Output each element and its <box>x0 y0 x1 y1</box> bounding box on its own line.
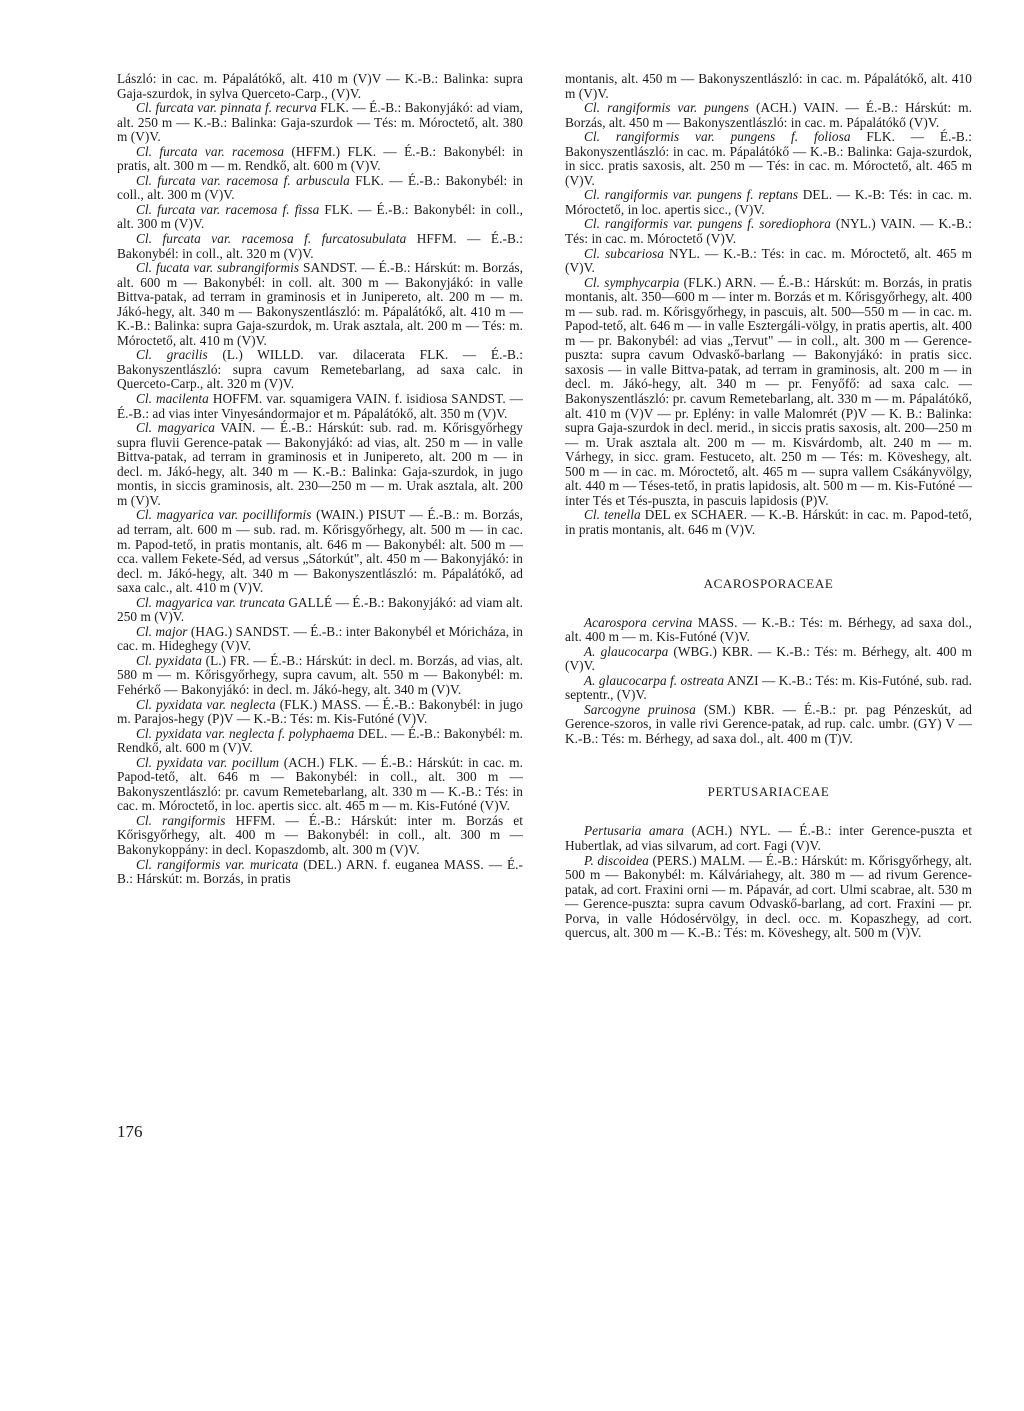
entry-text: Cl. furcata var. pinnata f. recurva FLK. — É.-B.: Bakonyjákó: ad viam, alt. 250 m — K.-B.: Balinka: Gaja-szurdok — Tés: m. Móroctető, alt. 380 m (V)V. <box>117 100 523 145</box>
entry-text: Sarcogyne pruinosa (SM.) KBR. — É.-B.: pr. pag Pénzeskút, ad Gerence-szoros, in valle rivi Gerence-patak, ad rup. calc. umbr. (GY) V — K.-B.: Tés: m. Bérhegy, ad saxa dol., alt. 400 m (T)V. <box>565 701 972 746</box>
entry-text: Cl. magyarica var. pocilliformis (WAIN.) PISUT — É.-B.: m. Borzás, ad terram, alt. 600 m — sub. rad. m. Kőrisgyőrhegy, alt. 500 m — in cac. m. Papod-tető, in pratis montanis, alt. 646 m — Bakonybél: alt. 500 m — cca. vallem Fekete-Séd, ad versus „Sátorkút", alt. 450 m — Bakonyjákó: in decl. m. Jákó-hegy, alt. 340 m — Bakonyszentlászló: m. Pápalátókő, ad saxa calc., alt. 410 m (V)V. <box>117 507 523 596</box>
left-column <box>117 72 523 887</box>
entry-text: Cl. pyxidata var. neglecta f. polyphaema DEL. — É.-B.: Bakonybél: m. Rendkő, alt. 600 m (V)V. <box>117 725 523 756</box>
entry-text: Pertusaria amara (ACH.) NYL. — É.-B.: inter Gerence-puszta et Hubertlak, ad vias silvarum, ad cort. Fagi (V)V. <box>565 823 972 853</box>
entry-text: A. glaucocarpa f. ostreata ANZI — K.-B.: Tés: m. Kis-Futóné, sub. rad. septentr., (V)V. <box>565 672 972 703</box>
page-number: 176 <box>117 1122 143 1141</box>
entry-text: Cl. pyxidata var. pocillum (ACH.) FLK. — É.-B.: Hárskút: in cac. m. Papod-tető, alt. 646 m — Bakonybél: in coll., alt. 300 m — Bakonyszentlászló: pr. cavum Remetebarlang, alt. 330 m — K.-B.: Tés: in cac. m. Móroctető, in loc. apertis sicc. alt. 465 m — m. Kis-Futóné (V)V. <box>117 754 524 814</box>
entry-text: A. glaucocarpa (WBG.) KBR. — K.-B.: Tés: m. Bérhegy, alt. 400 m (V)V. <box>565 643 973 674</box>
entry-text: Cl. rangiformis HFFM. — É.-B.: Hárskút: inter m. Borzás et Kőrisgyőrhegy, alt. 400 m — Bakonybél: in coll., alt. 300 m — Bakonykoppány: in decl. Kopaszdomb, alt. 300 m (V)V. <box>117 812 523 857</box>
entry-text: Cl. gracilis (L.) WILLD. var. dilacerata FLK. — É.-B.: Bakonyszentlászló: supra cavum Remetebarlang, ad saxa calc. in Querceto-Carp., alt. 320 m (V)V. <box>117 347 523 392</box>
entry-text: Cl. major (HAG.) SANDST. — É.-B.: inter Bakonybél et Móricháza, in cac. m. Hideghegy (V)V. <box>117 623 523 654</box>
entry-text: László: in cac. m. Pápalátókő, alt. 410 m (V)V — K.-B.: Balinka: supra Gaja-szurdok, in sylva Querceto-Carp., (V)V. <box>117 71 523 101</box>
family-heading-acarosporaceae: ACAROSPORACEAE <box>703 575 834 591</box>
entry-text: Acarospora cervina MASS. — K.-B.: Tés: m. Bérhegy, ad saxa dol., alt. 400 m — m. Kis-Futóné (V)V. <box>565 614 972 645</box>
entry-text: montanis, alt. 450 m — Bakonyszentlászló: in cac. m. Pápalátókő, alt. 410 m (V)V. <box>565 71 972 101</box>
entry-text: Cl. rangiformis var. pungens f. sorediophora (NYL.) VAIN. — K.-B.: Tés: in cac. m. Móroctető (V)V. <box>565 216 972 247</box>
entry-text: Cl. furcata var. racemosa f. fissa FLK. — É.-B.: Bakonybél: in coll., alt. 300 m (V)V. <box>117 201 523 232</box>
entry-text: Cl. furcata var. racemosa (HFFM.) FLK. — É.-B.: Bakonybél: in pratis, alt. 300 m — m. Rendkő, alt. 600 m (V)V. <box>117 143 523 174</box>
entry-text: Cl. magyarica VAIN. — É.-B.: Hárskút: sub. rad. m. Kőrisgyőrhegy supra fluvii Gerence-patak — Bakonyjákó: ad vias, alt. 250 m — in valle Bittva-patak, ad terram in graminosis et in Junipereto, alt. 200 m — in decl. m. Jákó-hegy, alt. 340 m — K.-B.: Balinka: Gaja-szurdok, in jugo montis, in siccis graminosis, alt. 230—250 m — m. Urak asztala, alt. 200 m (V)V. <box>117 420 523 508</box>
entry-text: Cl. rangiformis var. pungens (ACH.) VAIN. — É.-B.: Hárskút: m. Borzás, alt. 450 m — Bakonyszentlászló: in cac. m. Pápalátókő (V)V. <box>565 100 972 130</box>
entry-text: Cl. pyxidata var. neglecta (FLK.) MASS. — É.-B.: Bakonybél: in jugo m. Parajos-hegy (P)V — K.-B.: Tés: m. Kis-Futóné (V)V. <box>117 696 523 727</box>
entry-text: Cl. rangiformis var. pungens f. foliosa FLK. — É.-B.: Bakonyszentlászló: in cac. m. Pápalátókő — K.-B.: Balinka: Gaja-szurdok, in sicc. pratis saxosis, alt. 250 m — Tés: in cac. m. Móroctető, alt. 465 m (V)V. <box>565 129 972 188</box>
entry-text: Cl. pyxidata (L.) FR. — É.-B.: Hárskút: in decl. m. Borzás, ad vias, alt. 580 m — m. Kőrisgyőrhegy, supra cavum, alt. 550 m — Bakonybél: m. Fehérkő — Bakonyjákó: in decl. m. Jákó-hegy, alt. 340 m (V)V. <box>117 652 523 697</box>
family-heading-pertusariaceae: PERTUSARIACEAE <box>707 784 830 800</box>
entry-text: Cl. rangiformis var. pungens f. reptans DEL. — K.-B: Tés: in cac. m. Móroctető, in loc. apertis sicc., (V)V. <box>565 187 972 217</box>
entry-text: Cl. furcata var. racemosa f. arbuscula FLK. — É.-B.: Bakonybél: in coll., alt. 300 m (V)V. <box>117 172 524 203</box>
entry-text: Cl. macilenta HOFFM. var. squamigera VAIN. f. isidiosa SANDST. — É.-B.: ad vias inter Vinyesándormajor et m. Pápalátókő, alt. 350 m (V)V. <box>117 391 523 421</box>
entry-text: Cl. rangiformis var. muricata (DEL.) ARN. f. euganea MASS. — É.-B.: Hárskút: m. Borzás, in pratis <box>117 856 523 887</box>
entry-text: Cl. magyarica var. truncata GALLÉ — É.-B.: Bakonyjákó: ad viam alt. 250 m (V)V. <box>117 594 523 625</box>
right-column <box>565 72 972 941</box>
entry-text: P. discoidea (PERS.) MALM. — É.-B.: Hárskút: m. Kőrisgyőrhegy, alt. 500 m — Bakonybél: m. Kálváriahegy, alt. 380 m — ad rivum Gerence-patak, ad cort. Fraxini orni — m. Pápavár, ad cort. Ulmi scabrae, alt. 530 m — Gerence-puszta: supra cavum Odvaskő-barlang, ad cort. Fraxini — pr. Porva, in valle Hódosérvölgy, in decl. occ. m. Kopaszhegy, ad cort. quercus, alt. 300 m — K.-B.: Tés: m. Köveshegy, alt. 500 m (V)V. <box>565 852 972 941</box>
entry-text: Cl. tenella DEL ex SCHAER. — K.-B. Hárskút: in cac. m. Papod-tető, in pratis montanis, alt. 646 m (V)V. <box>565 507 972 537</box>
entry-text: Cl. symphycarpia (FLK.) ARN. — É.-B.: Hárskút: m. Borzás, in pratis montanis, alt. 350—600 m — inter m. Borzás et m. Kőrisgyőrhegy, alt. 400 m — sub. rad. m. Kőrisgyőrhegy, in pascuis, alt. 500—550 m — in cac. m. Papod-tető, alt. 646 m — in valle Esztergáli-völgy, in pratis apertis, alt. 400 m — pr. Bakonybél: ad vias „Tervut" — in coll., alt. 300 m — Gerence-puszta: supra cavum Odvaskő-barlang — Bakonyjákó: in pratis sicc. saxosis — in valle Bittva-patak, ad terram in graminosis, alt. 200 m — in decl. m. Jákó-hegy, alt. 340 m — pr. Fenyőfő: ad saxa calc. — Bakonyszentlászló: pr. cavum Remetebarlang, alt. 330 m — m. Pápalátókő, alt. 410 m (V)V — pr. Eplény: in valle Malomrét (P)V — K. B.: Balinka: supra Gaja-szurdok in decl. merid., in siccis pratis saxosis, alt. 200—250 m — m. Urak asztala alt. 200 m — m. Kisvárdomb, alt. 240 m — m. Várhegy, in sicc. gram. Festuceto, alt. 250 m — Tés: m. Köveshegy, alt. 500 m — in cac. m. Móroctető, alt. 465 m — supra vallem Csákányvölgy, alt. 440 m — Téses-tető, in pratis lapidosis, alt. 500 m — m. Kis-Futóné — inter Tés et Tés-puszta, in pascuis lapidosis (P)V. <box>565 274 972 508</box>
entry-text: Cl. subcariosa NYL. — K.-B.: Tés: in cac. m. Móroctető, alt. 465 m (V)V. <box>565 245 972 276</box>
entry-text: Cl. fucata var. subrangiformis SANDST. — É.-B.: Hárskút: m. Borzás, alt. 600 m — Bakonybél: in coll. alt. 300 m — Bakonyjákó: in valle Bittva-patak, ad terram in graminosis et in Junipereto, alt. 200 m — m. Jákó-hegy, alt. 340 m — Bakonyszentlászló: m. Pápalátókő, alt. 410 m — K.-B.: Balinka: supra Gaja-szurdok, m. Urak asztala, alt. 200 m — Tés: m. Móroctető, alt. 410 m (V)V. <box>117 260 523 348</box>
entry-text: Cl. furcata var. racemosa f. furcatosubulata HFFM. — É.-B.: Bakonybél: in coll., alt. 320 m (V)V. <box>117 231 523 261</box>
